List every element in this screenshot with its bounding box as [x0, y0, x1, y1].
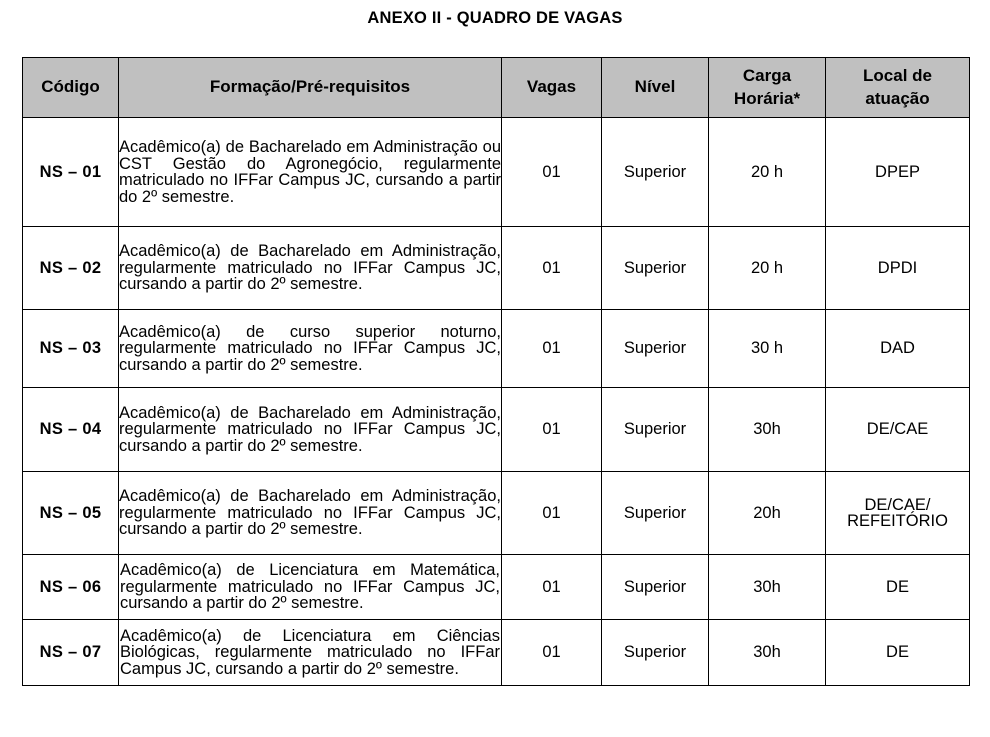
cell-codigo: NS – 01 [23, 118, 119, 227]
cell-vagas: 01 [502, 310, 602, 388]
cell-local-atuacao [826, 118, 970, 227]
cell-nivel: Superior [602, 620, 709, 686]
table-row [23, 118, 970, 227]
cell-formacao: Acadêmico(a) de Bacharelado em Administração, regularmente matriculado no IFFar Campus JC, cursando a partir do 2º semestre. [119, 227, 502, 310]
column-header-codigo: Código [23, 58, 119, 118]
local-line: DE/CAE/ [864, 495, 931, 514]
cell-formacao: Acadêmico(a) de curso superior noturno, regularmente matriculado no IFFar Campus JC, cursando a partir do 2º semestre. [119, 310, 502, 388]
cell-carga-horaria: 30h [709, 555, 826, 620]
column-header-formacao: Formação/Pré-requisitos [119, 58, 502, 118]
cell-carga-horaria: 30h [709, 620, 826, 686]
cell-nivel: Superior [602, 227, 709, 310]
table-body [23, 118, 970, 686]
cell-codigo: NS – 03 [23, 310, 119, 388]
table-header [23, 58, 970, 118]
vacancy-table-container [22, 57, 969, 686]
table-row [23, 310, 970, 388]
cell-vagas: 01 [502, 227, 602, 310]
table-row [23, 472, 970, 555]
cell-vagas: 01 [502, 388, 602, 472]
cell-formacao: Acadêmico(a) de Licenciatura em Matemática, regularmente matriculado no IFFar Campus JC, cursando a partir do 2º semestre. [119, 555, 502, 620]
cell-local-atuacao [826, 388, 970, 472]
cell-formacao: Acadêmico(a) de Licenciatura em Ciências Biológicas, regularmente matriculado no IFFar Campus JC, cursando a partir do 2º semestre. [119, 620, 502, 686]
cell-local-atuacao [826, 310, 970, 388]
cell-vagas: 01 [502, 555, 602, 620]
local-line: DPEP [875, 162, 920, 181]
column-header-local-atuacao [826, 58, 970, 118]
cell-nivel: Superior [602, 118, 709, 227]
cell-carga-horaria: 20h [709, 472, 826, 555]
cell-nivel: Superior [602, 310, 709, 388]
cell-local-atuacao [826, 620, 970, 686]
column-header-nivel: Nível [602, 58, 709, 118]
local-line: DAD [880, 339, 915, 358]
local-line: DE/CAE [866, 420, 929, 439]
local-line: DPDI [877, 258, 918, 277]
cell-codigo: NS – 05 [23, 472, 119, 555]
column-header-carga-line2: Horária* [733, 88, 801, 108]
cell-formacao: Acadêmico(a) de Bacharelado em Administração ou CST Gestão do Agronegócio, regularmente matriculado no IFFar Campus JC, cursando a partir do 2º semestre. [119, 118, 502, 227]
cell-carga-horaria: 20 h [709, 118, 826, 227]
cell-formacao: Acadêmico(a) de Bacharelado em Administração, regularmente matriculado no IFFar Campus JC, cursando a partir do 2º semestre. [119, 472, 502, 555]
column-header-local-line1: Local de [863, 66, 932, 86]
cell-codigo: NS – 02 [23, 227, 119, 310]
cell-carga-horaria: 20 h [709, 227, 826, 310]
local-line: DE [886, 643, 909, 662]
cell-codigo: NS – 07 [23, 620, 119, 686]
local-line: DE [886, 577, 909, 596]
cell-codigo: NS – 04 [23, 388, 119, 472]
table-header-row [23, 58, 970, 118]
table-row [23, 620, 970, 686]
cell-carga-horaria: 30h [709, 388, 826, 472]
cell-vagas: 01 [502, 472, 602, 555]
cell-nivel: Superior [602, 555, 709, 620]
cell-carga-horaria: 30 h [709, 310, 826, 388]
table-row [23, 388, 970, 472]
page-title: ANEXO II - QUADRO DE VAGAS [367, 9, 623, 27]
vacancy-table [22, 57, 970, 686]
cell-vagas: 01 [502, 118, 602, 227]
table-row [23, 227, 970, 310]
column-header-carga-line1: Carga [742, 66, 792, 86]
cell-local-atuacao [826, 472, 970, 555]
column-header-carga-horaria [709, 58, 826, 118]
local-line: REFEITÓRIO [847, 512, 948, 530]
column-header-vagas: Vagas [502, 58, 602, 118]
cell-nivel: Superior [602, 388, 709, 472]
table-row [23, 555, 970, 620]
cell-local-atuacao [826, 227, 970, 310]
cell-nivel: Superior [602, 472, 709, 555]
cell-vagas: 01 [502, 620, 602, 686]
cell-local-atuacao [826, 555, 970, 620]
cell-formacao: Acadêmico(a) de Bacharelado em Administração, regularmente matriculado no IFFar Campus JC, cursando a partir do 2º semestre. [119, 388, 502, 472]
column-header-local-line2: atuação [865, 88, 930, 108]
cell-codigo: NS – 06 [23, 555, 119, 620]
